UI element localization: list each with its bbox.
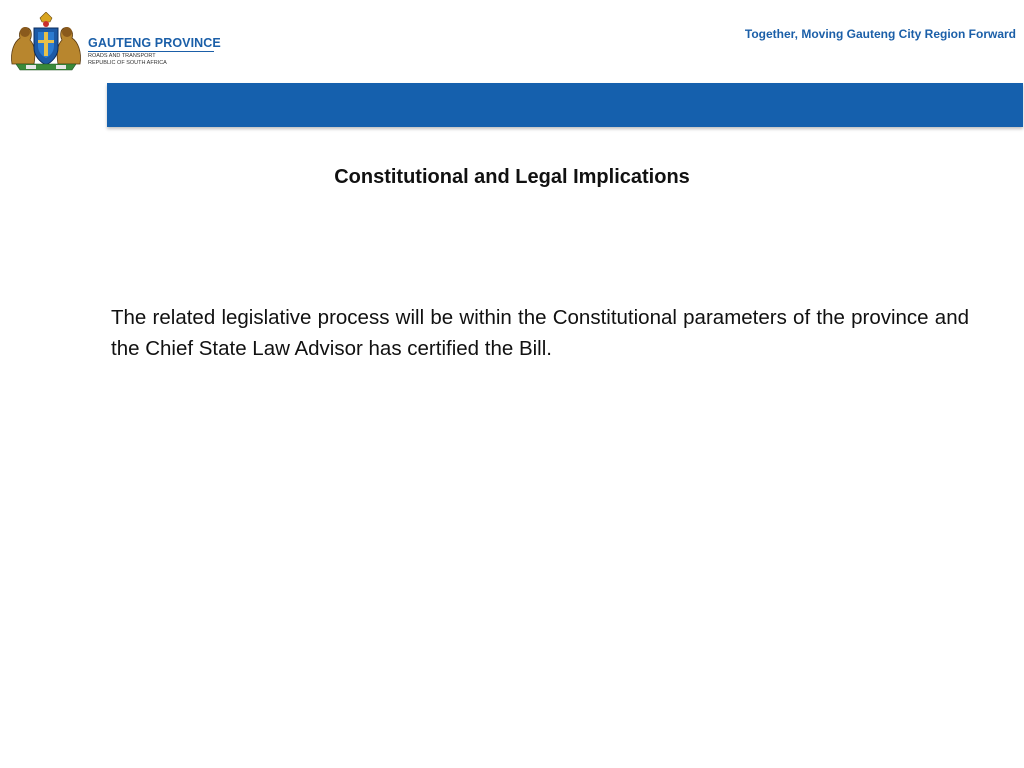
logo-text — [88, 36, 228, 67]
coat-of-arms-icon — [6, 12, 86, 72]
slide-body-text: The related legislative process will be within the Constitutional parameters of the province and the Chief State Law Advisor has certified the Bill. — [111, 306, 969, 360]
logo-subtitle-1: ROADS AND TRANSPORT — [88, 53, 156, 59]
logo-subtitle-2: REPUBLIC OF SOUTH AFRICA — [88, 60, 167, 66]
gauteng-logo — [6, 12, 226, 72]
tagline: Together, Moving Gauteng City Region Forward — [744, 27, 1016, 41]
header-banner — [107, 83, 1023, 127]
logo-divider — [88, 51, 214, 52]
logo-title: GAUTENG PROVINCE — [88, 36, 221, 50]
slide-title: Constitutional and Legal Implications — [334, 166, 690, 188]
